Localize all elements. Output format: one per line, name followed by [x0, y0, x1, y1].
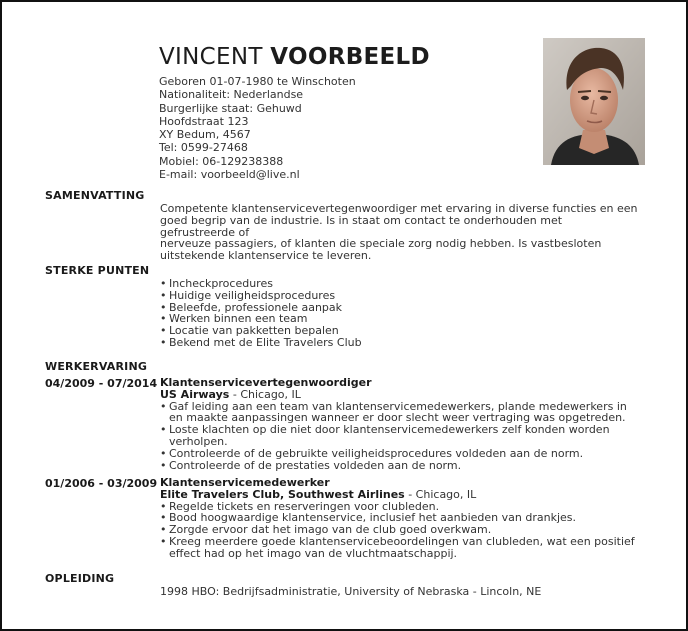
strength-item: • Incheckprocedures: [160, 278, 640, 290]
profile-photo: [543, 38, 645, 165]
marital-status-line: Burgerlijke staat: Gehuwd: [159, 101, 302, 115]
strengths-list: [160, 278, 640, 349]
job-bullet: • Kreeg meerdere goede klantenservicebeoordelingen van clubleden, wat een positief effect had op het imago van de vluchtmaatschappij.: [160, 536, 640, 560]
first-name: VINCENT: [159, 44, 263, 70]
strength-item: • Huidige veiligheidsprocedures: [160, 290, 640, 302]
job-dates: 04/2009 - 07/2014: [45, 377, 158, 390]
strengths-heading: STERKE PUNTEN: [45, 264, 150, 277]
job-employer: US Airways: [160, 387, 230, 401]
summary-text: [160, 203, 640, 262]
job-bullet: • Bood hoogwaardige klantenservice, inclusief het aanbieden van drankjes.: [160, 512, 640, 524]
mobile-line: Mobiel: 06-129238388: [159, 154, 284, 168]
education-line: 1998 HBO: Bedrijfsadministratie, University of Nebraska - Lincoln, NE: [160, 585, 542, 598]
job-location: - Chicago, IL: [404, 487, 477, 501]
job-title: Klantenservicevertegenwoordiger: [160, 376, 372, 389]
candidate-name: [159, 42, 430, 72]
nationality-line: Nationaliteit: Nederlandse: [159, 88, 304, 102]
job-title: Klantenservicemedewerker: [160, 476, 330, 489]
last-name: VOORBEELD: [270, 44, 430, 70]
city-line: XY Bedum, 4567: [159, 128, 251, 142]
job-bullets: [160, 501, 640, 560]
strength-item: • Locatie van pakketten bepalen: [160, 325, 640, 337]
job-bullet: • Zorgde ervoor dat het imago van de club goed overkwam.: [160, 524, 640, 536]
education-heading: OPLEIDING: [45, 572, 115, 585]
job-employer-line: [160, 489, 640, 501]
birth-line: Geboren 01-07-1980 te Winschoten: [159, 75, 356, 88]
job-bullet: • Regelde tickets en reserveringen voor clubleden.: [160, 501, 640, 513]
strength-item: • Werken binnen een team: [160, 313, 640, 325]
job-bullet: • Gaf leiding aan een team van klantenservicemedewerkers, plande medewerkers in en maakte aanpassingen wanneer er door slecht weer vertraging was opgetreden.: [160, 401, 640, 425]
street-line: Hoofdstraat 123: [159, 114, 249, 128]
email-line: E-mail: voorbeeld@live.nl: [159, 168, 300, 182]
job-bullet: • Loste klachten op die niet door klantenservicemedewerkers zelf konden worden verholpen.: [160, 424, 640, 448]
strength-item: • Beleefde, professionele aanpak: [160, 302, 640, 314]
contact-block: [159, 75, 430, 181]
job-dates: 01/2006 - 03/2009: [45, 477, 158, 490]
summary-line: uitstekende klantenservice te leveren.: [160, 249, 372, 263]
job-employer: Elite Travelers Club, Southwest Airlines: [160, 487, 405, 501]
portrait-image: [543, 38, 645, 165]
summary-line: goed begrip van de industrie. Is in staat om contact te onderhouden met gefrustreerde of: [160, 213, 563, 239]
job-bullets: [160, 401, 640, 472]
job-entry: [160, 477, 640, 560]
job-bullet: • Controleerde of de prestaties voldeden aan de norm.: [160, 460, 640, 472]
experience-heading: WERKERVARING: [45, 360, 148, 373]
summary-line: nerveuze passagiers, of klanten die speciale zorg nodig hebben. Is vastbesloten: [160, 237, 602, 251]
phone-line: Tel: 0599-27468: [159, 141, 248, 155]
job-employer-line: [160, 389, 640, 401]
summary-heading: SAMENVATTING: [45, 189, 145, 202]
job-bullet: • Controleerde of de gebruikte veiligheidsprocedures voldeden aan de norm.: [160, 448, 640, 460]
resume-header: [159, 42, 430, 181]
strength-item: • Bekend met de Elite Travelers Club: [160, 337, 640, 349]
job-entry: [160, 377, 640, 471]
summary-line: Competente klantenservicevertegenwoordiger met ervaring in diverse functies en een: [160, 202, 638, 215]
job-location: - Chicago, IL: [229, 387, 301, 401]
